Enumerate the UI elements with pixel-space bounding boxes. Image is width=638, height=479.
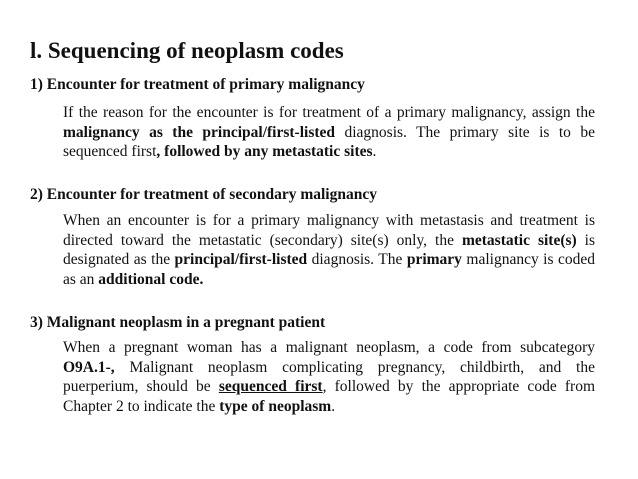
text-run: , followed by any metastatic sites — [156, 143, 373, 160]
section-body-primary-malignancy — [63, 103, 595, 162]
section-heading-primary-malignancy: 1) Encounter for treatment of primary malignancy — [30, 76, 365, 93]
text-run: metastatic site(s) — [461, 231, 577, 249]
text-run: , followed by the appropriate code from Chapter 2 to indicate the — [63, 378, 596, 415]
slide-title: l. Sequencing of neoplasm codes — [30, 38, 344, 63]
text-run: malignancy as the principal/first-listed — [63, 123, 336, 141]
section-body-pregnant-patient — [63, 338, 595, 416]
section-body-secondary-malignancy — [63, 211, 595, 289]
text-run: . — [331, 397, 336, 415]
text-run: additional code. — [98, 270, 204, 288]
text-run: . — [372, 143, 377, 160]
text-run: When an encounter is for a primary malignancy with metastasis and treatment is directed toward the metastatic (secondary) site(s) only, the — [63, 212, 595, 249]
section-heading-pregnant-patient: 3) Malignant neoplasm in a pregnant patient — [30, 314, 326, 331]
text-run: principal/first-listed — [174, 251, 308, 268]
text-run: type of neoplasm — [219, 397, 332, 415]
text-run: sequenced first — [218, 378, 323, 395]
section-heading-secondary-malignancy: 2) Encounter for treatment of secondary malignancy — [30, 186, 377, 203]
text-run: primary — [406, 251, 462, 268]
text-run: is designated as the — [63, 231, 596, 268]
text-run: diagnosis. The — [307, 251, 407, 268]
text-run: If the reason for the encounter is for treatment of a primary malignancy, assign the — [63, 104, 595, 121]
text-run: malignancy is coded as an — [63, 251, 596, 288]
text-run: O9A.1-, — [63, 358, 115, 376]
text-run: When a pregnant woman has a malignant neoplasm, a code from subcategory — [63, 339, 595, 356]
text-run: Malignant neoplasm complicating pregnancy, childbirth, and the puerperium, should be — [63, 358, 595, 395]
text-run: diagnosis. The primary site is to be sequenced first — [63, 123, 595, 160]
